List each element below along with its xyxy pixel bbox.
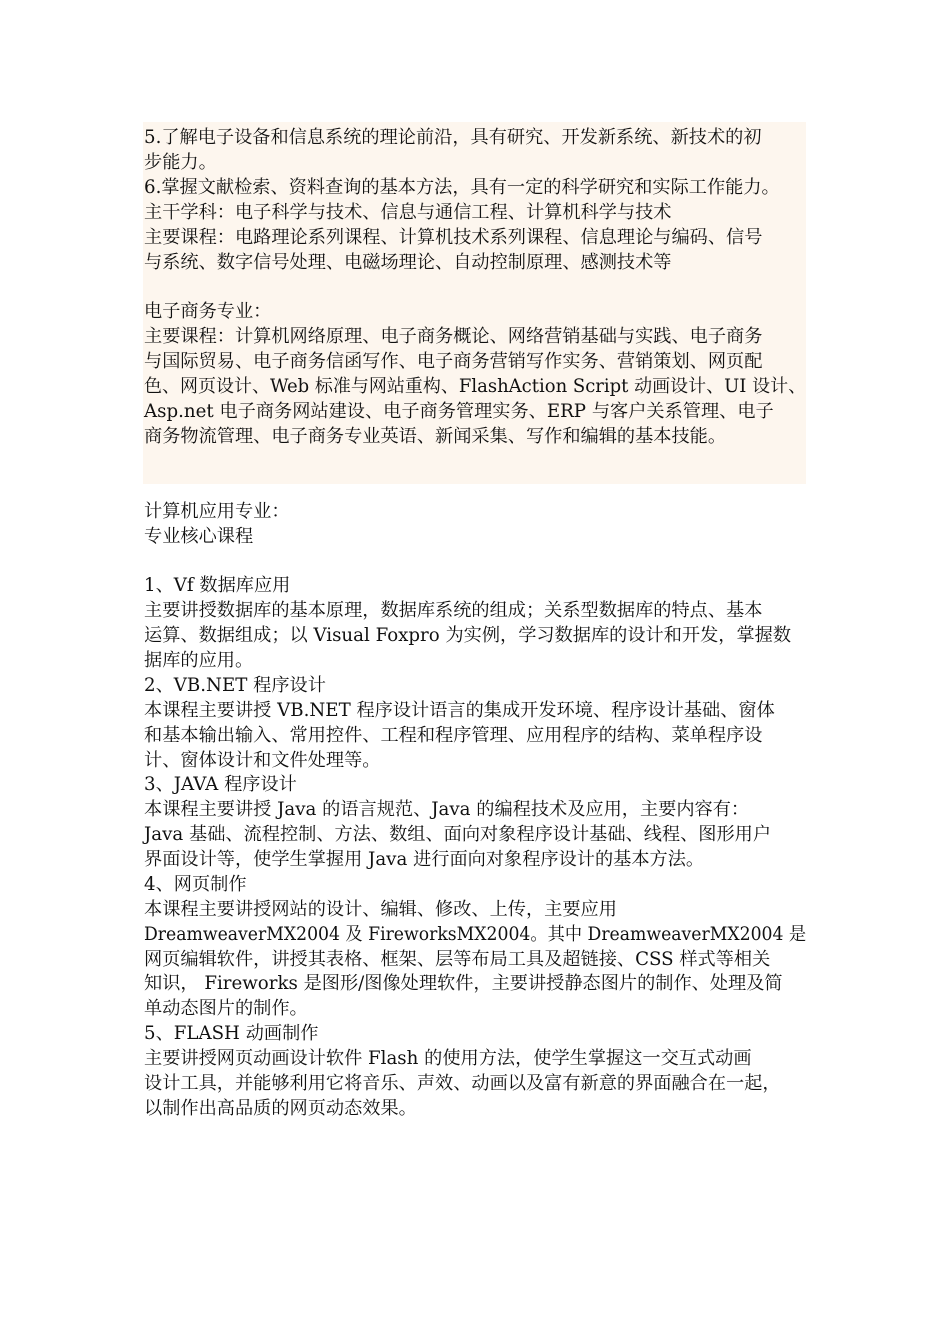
text-line: 与国际贸易、电子商务信函写作、电子商务营销写作实务、营销策划、网页配: [144, 351, 763, 372]
course-title: 5、FLASH 动画制作: [144, 1023, 319, 1044]
course-title: 2、VB.NET 程序设计: [144, 675, 326, 696]
text-line: 主要讲授数据库的基本原理，数据库系统的组成；关系型数据库的特点、基本: [144, 600, 763, 621]
section-heading-computer: 计算机应用专业：: [144, 501, 290, 522]
text-line: 色、网页设计、Web 标准与网站重构、FlashAction Script 动画设计、UI 设计、: [144, 376, 807, 397]
course-title: 1、Vf 数据库应用: [144, 575, 291, 596]
text-line: 界面设计等，使学生掌握用 Java 进行面向对象程序设计的基本方法。: [144, 849, 705, 870]
text-line: 主要讲授网页动画设计软件 Flash 的使用方法，使学生掌握这一交互式动画: [144, 1048, 752, 1069]
text-line: 主干学科：电子科学与技术、信息与通信工程、计算机科学与技术: [144, 202, 672, 223]
text-line: 与系统、数字信号处理、电磁场理论、自动控制原理、感测技术等: [144, 252, 672, 273]
text-line: 据库的应用。: [144, 650, 254, 671]
text-line: 设计工具，并能够利用它将音乐、声效、动画以及富有新意的界面融合在一起，: [144, 1073, 781, 1094]
text-line: 以制作出高品质的网页动态效果。: [144, 1098, 417, 1119]
text-line: 5.了解电子设备和信息系统的理论前沿，具有研究、开发新系统、新技术的初: [144, 127, 762, 148]
text-line: 知识， Fireworks 是图形/图像处理软件，主要讲授静态图片的制作、处理及简: [144, 973, 783, 994]
text-line: 运算、数据组成；以 Visual Foxpro 为实例，学习数据库的设计和开发，掌握数: [144, 625, 792, 646]
text-line: 6.掌握文献检索、资料查询的基本方法，具有一定的科学研究和实际工作能力。: [144, 177, 780, 198]
text-line: Asp.net 电子商务网站建设、电子商务管理实务、ERP 与客户关系管理、电子: [144, 401, 774, 422]
subheading-core-courses: 专业核心课程: [144, 526, 254, 547]
text-line: 步能力。: [144, 152, 217, 173]
text-line: 本课程主要讲授 VB.NET 程序设计语言的集成开发环境、程序设计基础、窗体: [144, 700, 775, 721]
text-line: Java 基础、流程控制、方法、数组、面向对象程序设计基础、线程、图形用户: [144, 824, 772, 845]
text-line: 本课程主要讲授 Java 的语言规范、Java 的编程技术及应用，主要内容有：: [144, 799, 750, 820]
text-line: 本课程主要讲授网站的设计、编辑、修改、上传，主要应用: [144, 899, 617, 920]
text-line: 和基本输出输入、常用控件、工程和程序管理、应用程序的结构、菜单程序设: [144, 725, 763, 746]
course-title: 4、网页制作: [144, 874, 247, 895]
text-line: 单动态图片的制作。: [144, 998, 308, 1019]
text-line: 计、窗体设计和文件处理等。: [144, 750, 381, 771]
text-line: 网页编辑软件，讲授其表格、框架、层等布局工具及超链接、CSS 样式等相关: [144, 949, 771, 970]
text-line: 主要课程：计算机网络原理、电子商务概论、网络营销基础与实践、电子商务: [144, 326, 763, 347]
course-title: 3、JAVA 程序设计: [144, 774, 297, 795]
section-heading-ecommerce: 电子商务专业：: [144, 301, 272, 322]
text-line: DreamweaverMX2004 及 FireworksMX2004。其中 DreamweaverMX2004 是: [144, 924, 807, 945]
text-line: 主要课程：电路理论系列课程、计算机技术系列课程、信息理论与编码、信号: [144, 227, 763, 248]
text-line: 商务物流管理、电子商务专业英语、新闻采集、写作和编辑的基本技能。: [144, 426, 727, 447]
